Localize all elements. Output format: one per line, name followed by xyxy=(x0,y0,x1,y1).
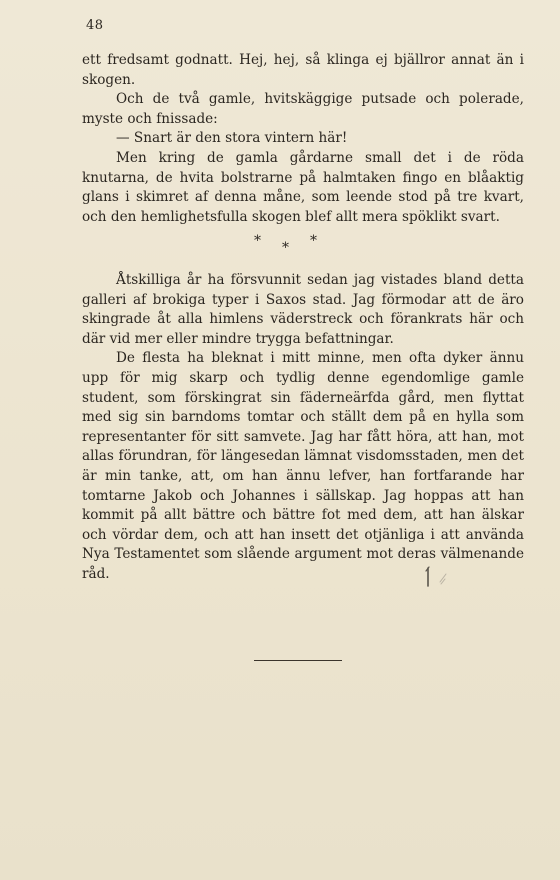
section-break-asterisks xyxy=(0,233,560,257)
paragraph: De flesta ha bleknat i mitt minne, men ofta dyker ännu upp för mig skarp och tydlig denne egendomlige gamle student, som förskingrat sin fäderneärfda gård, men flyttat med sig sin barndoms tomtar och ställt dem på en hylla som representanter för sitt samvete. Jag har fått höra, att han, mot allas förundran, för längesedan lämnat visdomsstaden, men det är min tanke, att, om han ännu lefver, han fortfarande har tomtarne Jakob och Johannes i sällskap. Jag hoppas att han kommit på allt bättre och bättre fot med dem, att han älskar och vördar dem, och att han insett det otjänliga i att använda Nya Testamentet som slående argument mot deras välmenande råd. xyxy=(82,350,524,582)
paragraph: Åtskilliga år ha försvunnit sedan jag vistades bland detta galleri af brokiga typer i Saxos stad. Jag förmodar att de äro skingrade åt alla himlens väderstreck och förankrats här och där vid mer eller mindre trygga befattningar. xyxy=(82,272,524,347)
paragraph: ett fredsamt godnatt. Hej, hej, så klinga ej bjällror annat än i skogen. xyxy=(82,52,524,88)
paragraph: Men kring de gamla gårdarne small det i de röda knutarna, de hvita bolstrarne på halmtaken fingo en blåaktig glans i skimret af denna måne, som leende stod på tre kvart, och den hemlighetsfulla skogen blef allt mera spöklikt svart. xyxy=(82,149,524,225)
paragraph-dialogue: — Snart är den stora vintern här! xyxy=(116,130,348,147)
pencil-mark-icon xyxy=(424,562,454,590)
text-section-2 xyxy=(82,271,524,585)
end-rule xyxy=(254,660,342,661)
asterisk: * xyxy=(282,240,289,256)
page-number: 48 xyxy=(86,18,104,33)
text-section-1 xyxy=(82,51,524,227)
asterisk: * xyxy=(310,233,317,249)
paragraph: Och de två gamle, hvitskäggige putsade och polerade, myste och fnissade: xyxy=(82,91,524,127)
asterisk: * xyxy=(254,233,261,249)
